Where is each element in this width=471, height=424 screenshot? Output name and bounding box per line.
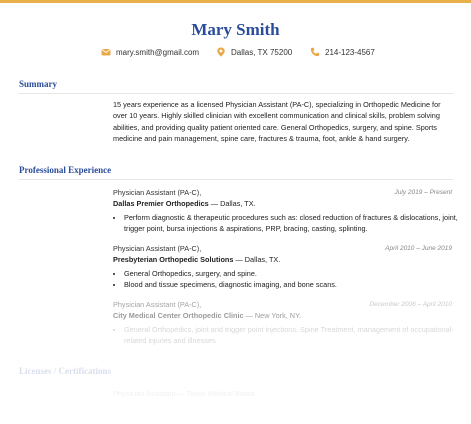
job-bullet: • Blood and tissue specimens, diagnostic imaging, and bone scans. (124, 279, 469, 290)
phone-text: 214-123-4567 (325, 47, 375, 57)
contact-phone[interactable] (310, 47, 375, 57)
job-title: Physician Assistant (PA-C), (113, 300, 202, 309)
job-bullet: • Perform diagnostic & therapeutic procedures such as: closed reduction of fractures & dislocations, joint, trigger point, bursa injections & aspirations, PRP, bracing, casting, splinting. (124, 212, 469, 235)
job-bullets (113, 324, 469, 347)
location-text: Dallas, TX 75200 (231, 47, 293, 57)
candidate-name: Mary Smith (191, 20, 280, 39)
job-dates: December 2006 – April 2010 (369, 301, 452, 308)
section-title-experience: Professional Experience (19, 165, 112, 175)
email-text: mary.smith@gmail.com (116, 47, 200, 57)
job-bullet: • General Orthopedics, joint and trigger point injections, Spine Treatment, management of occupational-related injuries and illnesses (124, 324, 469, 347)
job-bullets (113, 212, 469, 235)
summary-text: 15 years experience as a licensed Physician Assistant (PA-C), specializing in Orthopedic Medicine for over 10 years. Highly skilled clinician with excellent communication and clinical skills, problem solving abilities, and providing quality patient oriented care. General Orthopedics, surgery, and spine. Sports medicine and pain management, spine care, fractures & trauma, foot, ankle & hand surgery. (113, 100, 441, 144)
job-dates: April 2010 – June 2019 (385, 245, 452, 252)
company-location: — Dallas, TX. (208, 199, 256, 208)
job-title: Physician Assistant (PA-C), (113, 244, 202, 253)
job-employer (113, 311, 301, 320)
envelope-icon (101, 47, 111, 57)
job-employer (113, 255, 280, 264)
company-name: Dallas Premier Orthopedics (113, 199, 209, 208)
section-divider (19, 179, 453, 180)
license-text: Physician Assistant — Texas Medical Board (113, 389, 255, 398)
job-title: Physician Assistant (PA-C), (113, 188, 202, 197)
phone-icon (310, 47, 320, 57)
job-bullets (113, 268, 469, 291)
company-name: Presbyterian Orthopedic Solutions (113, 255, 234, 264)
company-name: City Medical Center Orthopedic Clinic (113, 311, 244, 320)
company-location: — Dallas, TX. (233, 255, 281, 264)
section-divider (19, 93, 453, 94)
job-employer (113, 199, 256, 208)
top-accent-bar (0, 0, 471, 3)
job-bullet: • General Orthopedics, surgery, and spine. (124, 268, 469, 279)
job-dates: July 2019 – Present (394, 189, 452, 196)
contact-email[interactable] (101, 47, 199, 57)
location-pin-icon (216, 47, 226, 57)
section-divider (19, 380, 453, 381)
company-location: — New York, NY. (243, 311, 302, 320)
section-title-summary: Summary (19, 79, 57, 89)
contact-location (216, 47, 292, 57)
section-title-licenses: Licenses / Certifications (19, 366, 111, 376)
